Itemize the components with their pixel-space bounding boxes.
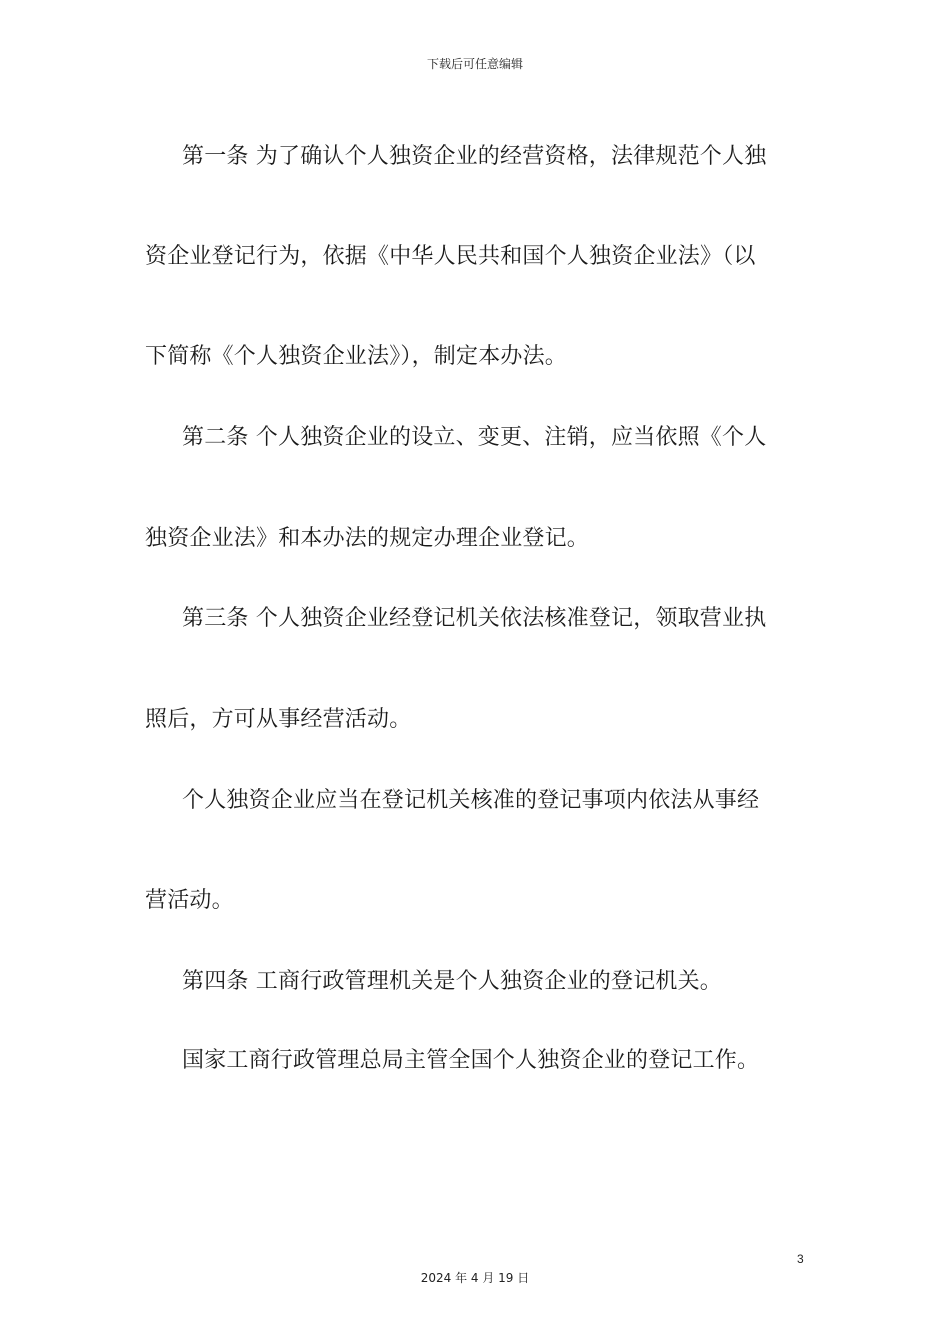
article-3-para-2-line-1: 个人独资企业应当在登记机关核准的登记事项内依法从事经 [182, 788, 760, 813]
article-4-line-1: 第四条 工商行政管理机关是个人独资企业的登记机关。 [182, 969, 722, 994]
article-1-line-1: 第一条 为了确认个人独资企业的经营资格，法律规范个人独 [182, 144, 767, 169]
page-header: 下载后可任意编辑 [426, 57, 523, 71]
article-1-line-2: 资企业登记行为，依据《中华人民共和国个人独资企业法》（以 [145, 244, 756, 269]
article-3-line-2: 照后，方可从事经营活动。 [145, 707, 412, 732]
article-1-line-3: 下简称《个人独资企业法》），制定本办法。 [145, 344, 568, 369]
article-3-para-2-line-2: 营活动。 [145, 888, 234, 913]
article-3-line-1: 第三条 个人独资企业经登记机关依法核准登记，领取营业执 [182, 606, 767, 631]
article-2-line-1: 第二条 个人独资企业的设立、变更、注销，应当依照《个人 [182, 425, 767, 450]
page-number: 3 [797, 1252, 804, 1266]
page-footer-date: 2024 年 4 月 19 日 [420, 1271, 530, 1285]
article-2-line-2: 独资企业法》和本办法的规定办理企业登记。 [145, 526, 590, 551]
article-4-para-2-line-1: 国家工商行政管理总局主管全国个人独资企业的登记工作。 [182, 1048, 760, 1073]
